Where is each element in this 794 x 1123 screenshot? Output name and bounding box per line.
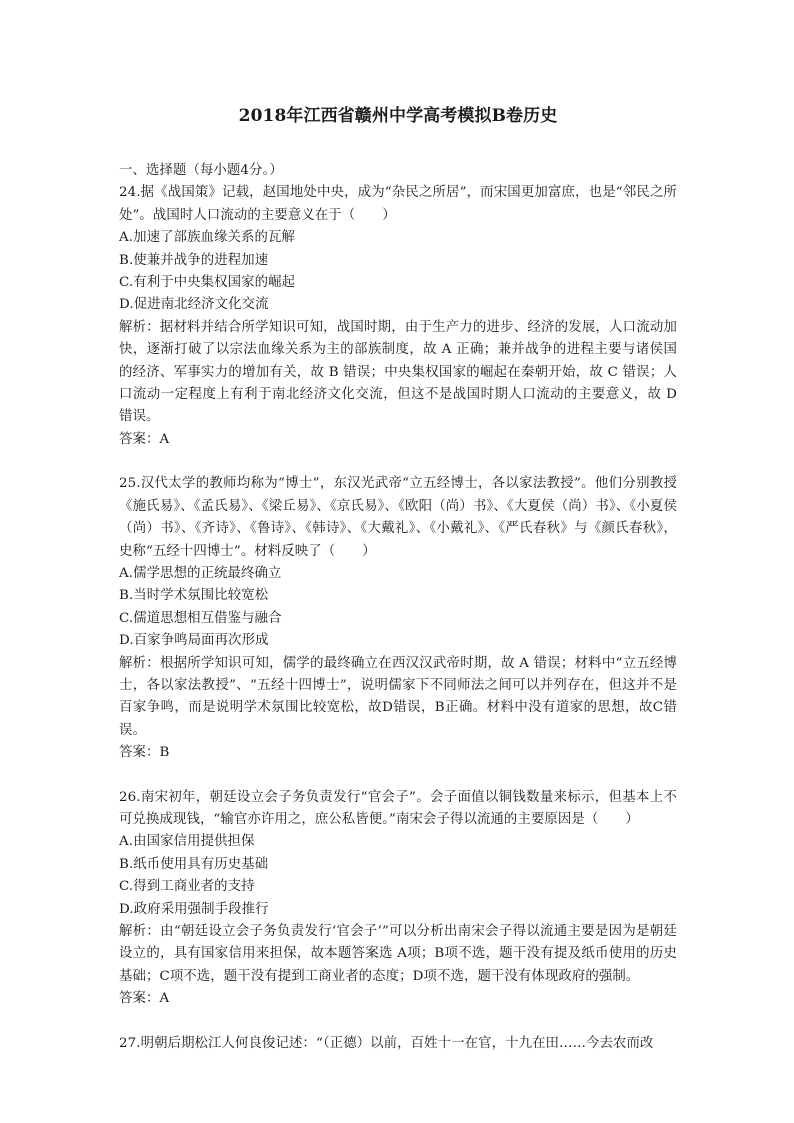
analysis: 解析：由“朝廷设立会子务负责发行‘官会子’”可以分析出南宋会子得以流通主要是因为是朝廷设立的，具有国家信用来担保，故本题答案选 A项；B项不选，题干没有提及纸币使用的历史基础；C项不选，题干没有提到工商业者的态度；D项不选，题干没有体现政府的强制。 (119, 924, 677, 984)
option-a: A.儒学思想的正统最终确立 (119, 565, 282, 581)
option-c: C.有利于中央集权国家的崛起 (119, 275, 296, 291)
answer: 答案：A (119, 431, 170, 447)
spacer (119, 765, 677, 787)
spacer (119, 451, 677, 473)
option-d: D.促进南北经济文化交流 (119, 297, 269, 313)
question-27 (119, 1033, 677, 1055)
question-stem: 26.南宋初年，朝廷设立会子务负责发行“官会子”。会子面值以铜钱数量来标示，但基本上不可兑换成现钱，“输官亦许用之，庶公私皆便。”南宋会子得以流通的主要原因是（ ） (119, 789, 677, 827)
document-page (119, 104, 677, 1055)
question-24 (119, 182, 677, 451)
question-26 (119, 787, 677, 1011)
option-c: C.得到工商业者的支持 (119, 879, 255, 895)
option-c: C.儒道思想相互借鉴与融合 (119, 610, 282, 626)
option-d: D.百家争鸣局面再次形成 (119, 633, 269, 649)
option-b: B.使兼并战争的进程加速 (119, 252, 269, 268)
answer: 答案：A (119, 991, 170, 1007)
option-b: B.当时学术氛围比较宽松 (119, 588, 269, 604)
question-25 (119, 473, 677, 764)
option-a: A.由国家信用提供担保 (119, 834, 255, 850)
option-b: B.纸币使用具有历史基础 (119, 856, 269, 872)
option-a: A.加速了部族血缘关系的瓦解 (119, 230, 296, 246)
option-d: D.政府采用强制手段推行 (119, 901, 269, 917)
question-stem: 25.汉代太学的教师均称为“博士”，东汉光武帝“立五经博士，各以家法教授”。他们分别教授《施氏易》、《孟氏易》、《梁丘易》、《京氏易》、《欧阳（尚）书》、《大夏侯（尚）书》、《小夏侯（尚）书》、《齐诗》、《鲁诗》、《韩诗》、《大戴礼》、《小戴礼》、《严氏春秋》与《颜氏春秋》，史称“五经十四博士”。材料反映了（ ） (119, 476, 677, 559)
analysis: 解析：根据所学知识可知，儒学的最终确立在西汉汉武帝时期，故 A 错误；材料中“立五经博士，各以家法教授”、“五经十四博士”，说明儒家下不同师法之间可以并列存在，但这并不是百家争鸣，而是说明学术氛围比较宽松，故D错误，B正确。材料中没有道家的思想，故C错误。 (119, 655, 677, 738)
document-title: 2018年江西省赣州中学高考模拟B卷历史 (238, 106, 558, 126)
question-stem: 27.明朝后期松江人何良俊记述：“（正德）以前，百姓十一在官，十九在田……今去农而改 (119, 1035, 654, 1051)
section-heading: 一、选择题（每小题4分。） (119, 163, 283, 178)
spacer (119, 1011, 677, 1033)
answer: 答案：B (119, 745, 170, 761)
analysis: 解析：据材料并结合所学知识可知，战国时期，由于生产力的进步、经济的发展，人口流动加快，逐渐打破了以宗法血缘关系为主的部族制度，故 A 正确；兼并战争的进程主要与诸侯国的经济、军事实力的增加有关，故 B 错误；中央集权国家的崛起在秦朝开始，故 C 错误；人口流动一定程度上有利于南北经济文化交流，但这不是战国时期人口流动的主要意义，故 D 错误。 (119, 319, 677, 425)
question-stem: 24.据《战国策》记载，赵国地处中央，成为“杂民之所居”，而宋国更加富庶，也是“邻民之所处”。战国时人口流动的主要意义在于（ ） (119, 185, 677, 223)
